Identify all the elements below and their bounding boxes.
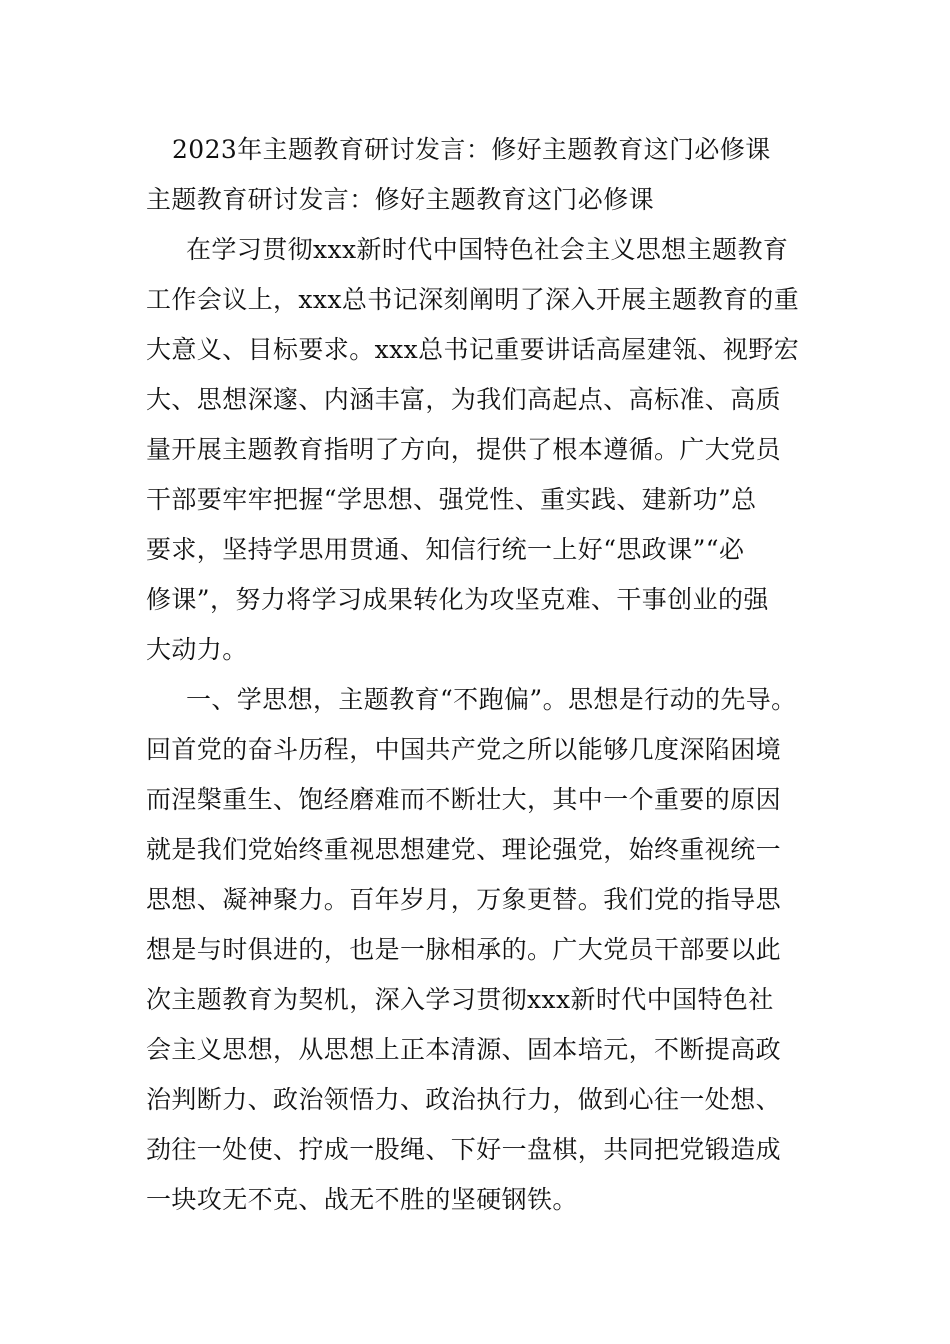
paragraph-line: 大动力。 (146, 635, 248, 664)
main-title: 2023年主题教育研讨发言：修好主题教育这门必修课 (172, 135, 771, 164)
paragraph-line: 要求，坚持学思用贯通、知信行统一上好“思政课”“必 (146, 535, 745, 564)
paragraph-line: 在学习贯彻xxx新时代中国特色社会主义思想主题教育 (186, 235, 789, 264)
paragraph-line: 量开展主题教育指明了方向，提供了根本遵循。广大党员 (146, 435, 782, 464)
paragraph-line: 就是我们党始终重视思想建党、理论强党，始终重视统一 (146, 835, 782, 864)
paragraph-line: 会主义思想，从思想上正本清源、固本培元，不断提高政 (146, 1035, 782, 1064)
paragraph-line: 想是与时俱进的，也是一脉相承的。广大党员干部要以此 (146, 935, 782, 964)
paragraph-line: 一块攻无不克、战无不胜的坚硬钢铁。 (146, 1185, 578, 1214)
paragraph-line: 治判断力、政治领悟力、政治执行力，做到心往一处想、 (146, 1085, 782, 1114)
paragraph-line: 修课”，努力将学习成果转化为攻坚克难、干事创业的强 (146, 585, 769, 614)
paragraph-line: 劲往一处使、拧成一股绳、下好一盘棋，共同把党锻造成 (146, 1135, 782, 1164)
paragraph-line: 而涅槃重生、饱经磨难而不断壮大，其中一个重要的原因 (146, 785, 782, 814)
paragraph-line: 回首党的奋斗历程，中国共产党之所以能够几度深陷困境 (146, 735, 782, 764)
sub-title: 主题教育研讨发言：修好主题教育这门必修课 (146, 185, 655, 214)
paragraph-line: 次主题教育为契机，深入学习贯彻xxx新时代中国特色社 (146, 985, 774, 1014)
paragraph-line: 思想、凝神聚力。百年岁月，万象更替。我们党的指导思 (146, 885, 782, 914)
paragraph-line: 工作会议上，xxx总书记深刻阐明了深入开展主题教育的重 (146, 285, 800, 314)
paragraph-line: 干部要牢牢把握“学思想、强党性、重实践、建新功”总 (146, 485, 757, 514)
paragraph-line: 大意义、目标要求。xxx总书记重要讲话高屋建瓴、视野宏 (146, 335, 800, 364)
section-heading-line: 一、学思想，主题教育“不跑偏”。思想是行动的先导。 (186, 685, 797, 714)
paragraph-line: 大、思想深邃、内涵丰富，为我们高起点、高标准、高质 (146, 385, 782, 414)
